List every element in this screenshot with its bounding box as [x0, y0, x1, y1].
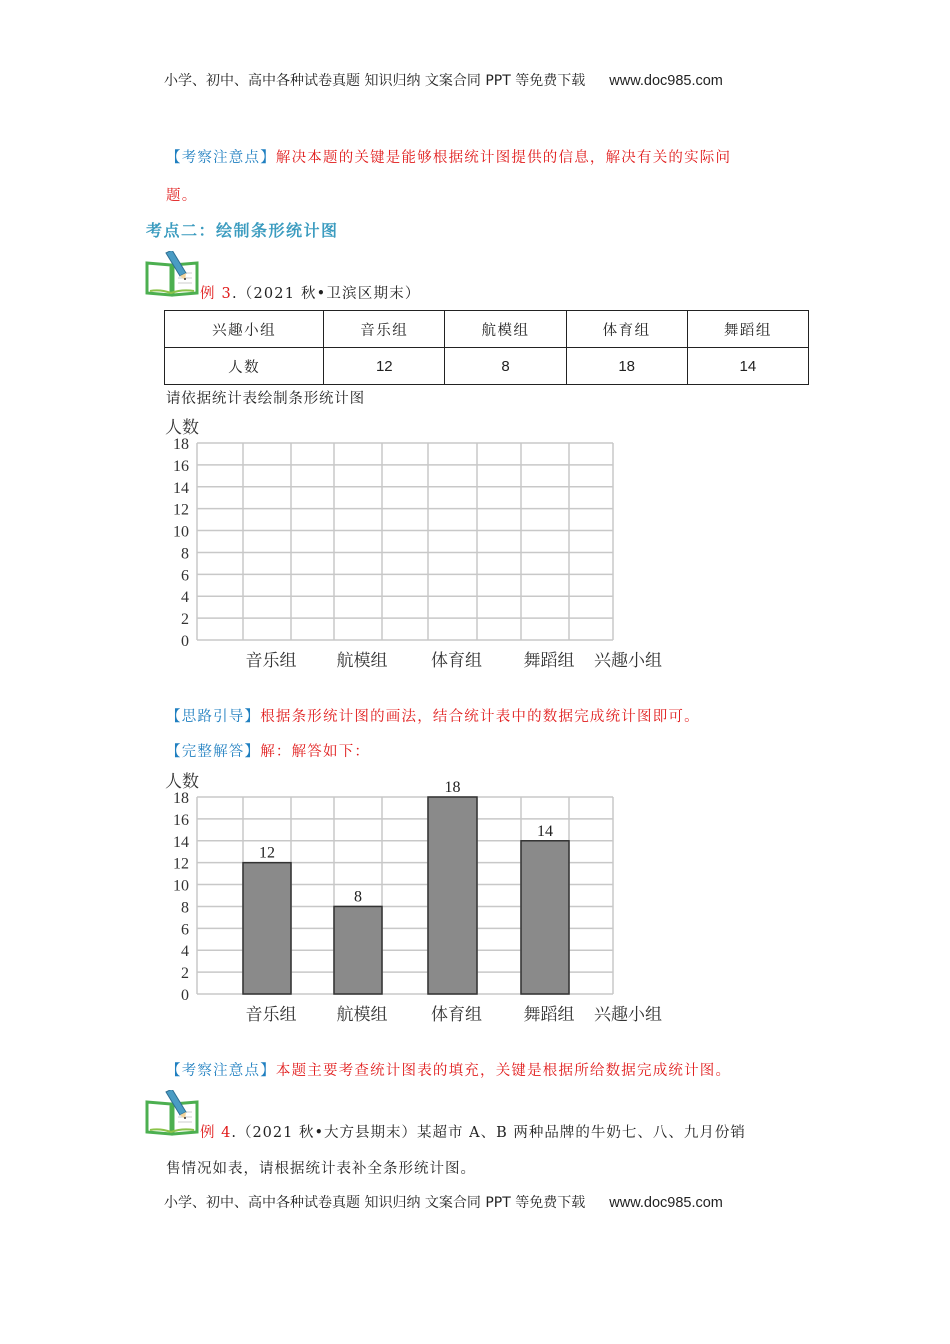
table-header-row — [165, 311, 809, 348]
example4-line2: 售情况如表，请根据统计表补全条形统计图。 — [166, 1161, 476, 1177]
section-title: 考点二：绘制条形统计图 — [146, 221, 339, 240]
y-tick-label: 0 — [181, 633, 189, 650]
y-tick-label: 12 — [173, 501, 189, 519]
y-tick-label: 2 — [181, 611, 189, 629]
table-cell: 体育组 — [566, 311, 687, 348]
example3-label: 例 3 — [200, 286, 232, 302]
y-tick-label: 2 — [181, 965, 189, 983]
note2-line — [166, 1059, 731, 1080]
y-tick-label: 18 — [173, 790, 189, 807]
example3-table — [164, 310, 809, 385]
answer-line — [166, 740, 370, 761]
example4-line1 — [200, 1121, 746, 1142]
x-category-label: 舞蹈组 — [523, 1005, 575, 1024]
table-cell: 18 — [566, 348, 687, 385]
table-cell: 舞蹈组 — [687, 311, 808, 348]
bar — [243, 863, 291, 994]
note1-text: 解决本题的关键是能够根据统计图提供的信息，解决有关的实际问 — [275, 150, 732, 166]
note1-line2: 题。 — [166, 188, 198, 204]
hint-line — [166, 705, 700, 726]
answer-text: 解：解答如下： — [260, 744, 371, 760]
y-tick-label: 10 — [173, 877, 189, 895]
y-tick-label: 14 — [173, 479, 189, 497]
table-cell: 航模组 — [445, 311, 566, 348]
y-tick-label: 16 — [173, 811, 189, 829]
header-text: 小学、初中、高中各种试卷真题 知识归纳 文案合同 PPT 等免费下载 — [164, 73, 586, 89]
x-category-label: 音乐组 — [245, 651, 297, 670]
x-category-label: 航模组 — [336, 651, 388, 670]
x-category-label: 体育组 — [431, 1005, 482, 1024]
page-header — [164, 70, 723, 90]
y-tick-label: 12 — [173, 855, 189, 873]
bar-value-label: 18 — [444, 779, 461, 796]
bar-value-label: 12 — [259, 844, 275, 862]
hint-text: 根据条形统计图的画法，结合统计表中的数据完成统计图即可。 — [260, 709, 700, 725]
table-row — [165, 348, 809, 385]
footer-text: 小学、初中、高中各种试卷真题 知识归纳 文案合同 PPT 等免费下载 — [164, 1195, 586, 1211]
y-tick-label: 6 — [181, 567, 189, 585]
answer-tag: 【完整解答】 — [166, 744, 261, 760]
y-tick-label: 4 — [181, 589, 189, 607]
table-cell: 人数 — [165, 348, 324, 385]
footer-url[interactable]: www.doc985.com — [609, 1195, 723, 1211]
book-pencil-icon — [144, 251, 200, 297]
example3-instruction: 请依据统计表绘制条形统计图 — [166, 391, 365, 407]
y-axis-label: 人数 — [165, 418, 199, 437]
y-tick-label: 8 — [181, 545, 189, 563]
x-category-label: 舞蹈组 — [523, 651, 575, 670]
y-tick-label: 6 — [181, 921, 189, 939]
x-axis-label: 兴趣小组 — [594, 651, 662, 670]
header-url[interactable]: www.doc985.com — [609, 73, 723, 89]
y-tick-label: 16 — [173, 457, 189, 475]
x-category-label: 航模组 — [336, 1005, 388, 1024]
example4-source: .（2021 秋•大方县期末）某超市 A、B 两种品牌的牛奶七、八、九月份销 — [231, 1125, 746, 1141]
y-tick-label: 4 — [181, 943, 189, 961]
answer-bar-chart — [160, 768, 680, 1037]
table-cell: 兴趣小组 — [165, 311, 324, 348]
table-cell: 8 — [445, 348, 566, 385]
x-axis-label: 兴趣小组 — [594, 1005, 662, 1024]
answer-chart-svg — [160, 768, 680, 1033]
y-tick-label: 0 — [181, 987, 189, 1004]
blank-bar-chart — [160, 414, 680, 683]
bar — [428, 797, 477, 994]
note1-tag: 【考察注意点】 — [166, 150, 276, 166]
y-tick-label: 18 — [173, 436, 189, 453]
table-cell: 12 — [324, 348, 445, 385]
hint-tag: 【思路引导】 — [166, 709, 261, 725]
table-cell: 音乐组 — [324, 311, 445, 348]
x-category-label: 音乐组 — [245, 1005, 297, 1024]
x-category-label: 体育组 — [431, 651, 482, 670]
blank-chart-svg — [160, 414, 680, 679]
note2-tag: 【考察注意点】 — [166, 1063, 276, 1079]
bar-value-label: 8 — [354, 888, 362, 906]
y-tick-label: 8 — [181, 899, 189, 917]
y-tick-label: 14 — [173, 833, 189, 851]
example4-label: 例 4 — [200, 1125, 232, 1141]
page-footer — [164, 1192, 723, 1212]
y-axis-label: 人数 — [165, 772, 199, 791]
y-tick-label: 10 — [173, 523, 189, 541]
book-pencil-icon — [144, 1090, 200, 1136]
bar-value-label: 14 — [537, 822, 553, 840]
note2-text: 本题主要考查统计图表的填充，关键是根据所给数据完成统计图。 — [275, 1063, 732, 1079]
table-cell: 14 — [687, 348, 808, 385]
example3-source: .（2021 秋•卫滨区期末） — [231, 286, 421, 302]
example3-heading — [200, 282, 421, 303]
bar — [334, 906, 382, 994]
bar — [521, 841, 569, 994]
note1-line1 — [166, 146, 731, 167]
